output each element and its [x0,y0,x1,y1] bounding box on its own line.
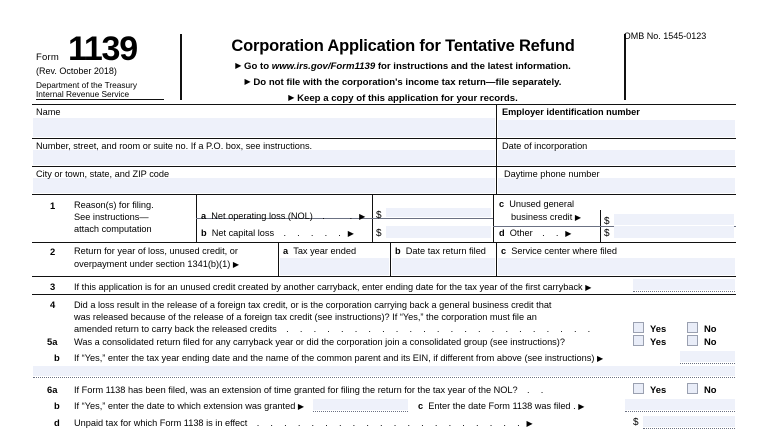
irs-url-link[interactable]: www.irs.gov/Form1139 [271,60,376,72]
instruction-line-1 [184,60,622,73]
form-header [32,30,736,104]
line-2b-label: Date tax return filed [405,246,486,256]
omb-number: OMB No. 1545-0123 [623,31,707,41]
leader-dots: . . [315,211,357,221]
street-label: Number, street, and room or suite no. If a P.O. box, see instructions. [36,141,313,151]
line-5a-no-checkbox[interactable] [687,335,698,346]
line-6a-text-wrap [74,384,548,397]
line-1a-letter: a [201,211,207,221]
instruction-1-pre: Go to [244,60,272,72]
line-2a-letter: a [283,246,289,256]
line-4-yes-label: Yes [650,323,667,334]
line-5b-underline-continued [33,377,735,378]
line-1d-amount-input[interactable] [614,226,734,238]
department-line-1: Department of the Treasury [36,80,137,90]
line-2c [501,246,617,257]
line-1b-dollar: $ [376,228,382,239]
line-2-number: 2 [50,246,56,257]
line-3-underline [633,291,735,292]
line-5b-text-wrap [74,352,603,365]
arrow-icon: ▶ [235,60,242,70]
instruction-2-text: Do not file with the corporation's income tax return—file separately. [253,76,562,88]
line-3-text-wrap [74,281,591,294]
phone-input[interactable] [498,178,735,193]
line-2c-label: Service center where filed [511,246,617,256]
leader-dots: . . [535,228,563,238]
line-1a-dollar: $ [376,210,382,221]
line-2-text-2: overpayment under section 1341(b)(1) [74,259,231,269]
arrow-icon: ▶ [574,213,581,222]
line-1-text-1: Reason(s) for filing. [74,200,154,210]
instruction-1-post: for instructions and the latest information. [375,60,571,72]
line-2c-input[interactable] [498,258,735,275]
header-divider-right [624,34,626,100]
line-4-yes-checkbox[interactable] [633,322,644,333]
line-2c-letter: c [501,246,507,256]
arrow-icon: ▶ [359,212,366,221]
department-line-2: Internal Revenue Service [36,89,130,99]
line-6c-wrap [418,400,584,413]
entity-rule-2 [32,166,736,167]
line-1-number: 1 [50,200,56,211]
line-1b-label: Net capital loss [211,228,275,238]
arrow-icon: ▶ [244,76,251,86]
city-state-zip-input[interactable] [33,178,495,193]
line-2b-letter: b [395,246,401,256]
line-1a-amount-input[interactable] [386,208,491,217]
line-4-text-3-wrap [74,323,595,336]
line-1d-dollar: $ [604,228,610,239]
line-1b [201,228,354,239]
line-2-text-2-wrap [74,259,239,270]
line-5b-input-continued[interactable] [33,366,735,376]
line-6c-underline [625,411,735,412]
line-6b-underline [313,411,408,412]
header-divider-left [180,34,182,100]
ein-input[interactable] [498,120,735,137]
line-5a-yes-label: Yes [650,336,667,347]
instruction-line-2 [184,76,622,89]
line-6d-text: Unpaid tax for which Form 1138 is in effect [74,418,248,428]
line-1c-amount-input[interactable] [614,214,734,225]
line-1-text-2: See instructions— [74,212,149,222]
line-6a-no-label: No [704,384,717,395]
arrow-icon: ▶ [288,92,295,102]
line-4-no-label: No [704,323,717,334]
line-6d-underline [643,428,735,429]
line-5a-text: Was a consolidated return filed for any carryback year or did the corporation join a consolidated group (see instructions)? [74,337,565,347]
instruction-line-3 [184,92,622,105]
line-1-text-3: attach computation [74,224,152,234]
line-5b-text: If “Yes,” enter the tax year ending date and the name of the common parent and its EIN, if different from above (see instructions) [74,353,595,363]
arrow-icon: ▶ [526,419,533,428]
name-input[interactable] [33,118,495,137]
line-6a-number: 6a [47,384,58,395]
line-5b-underline [680,363,735,364]
line-1c-label2-wrap [511,212,581,223]
line-4-text-2: was released because of the release of a foreign tax credit (see instructions)? If “Yes,” the corporation must file an [74,312,537,322]
line-6a-yes-label: Yes [650,384,667,395]
line-3-input[interactable] [633,279,735,290]
line-6c-text: Enter the date Form 1138 was filed . [428,401,576,411]
arrow-icon: ▶ [585,283,592,292]
line-5a-yes-checkbox[interactable] [633,335,644,346]
line-2a-input[interactable] [280,258,389,275]
form-title-block [184,32,622,104]
form-word-label: Form [36,52,59,63]
line-4-number: 4 [50,299,56,310]
arrow-icon: ▶ [347,229,354,238]
line-6b-text-wrap [74,400,304,413]
entity-rule-1 [32,138,736,139]
arrow-icon: ▶ [596,354,604,363]
line-1-divider-3 [493,194,494,242]
line-6a-no-checkbox[interactable] [687,383,698,394]
line-6b-input[interactable] [313,399,408,410]
line-1d [499,228,571,239]
ein-label: Employer identification number [502,107,640,117]
line-6a-text: If Form 1138 has been filed, was an extension of time granted for filing the return for the tax year of the NOL? [74,385,518,395]
city-label: City or town, state, and ZIP code [36,169,170,179]
page-title: Corporation Application for Tentative Refund [231,37,575,55]
line-5b-input[interactable] [680,351,735,362]
leader-dots: . . . . . . . . . . . . . . . . . . . . [249,418,524,428]
line-6d-number: d [54,417,60,428]
line-1a [201,211,365,222]
line-6d-dollar: $ [633,417,639,428]
line-6b-text: If “Yes,” enter the date to which extension was granted [74,401,296,411]
line-1b-amount-input[interactable] [386,226,491,238]
line-2-text-1: Return for year of loss, unused credit, or [74,246,238,256]
line-6a-yes-checkbox[interactable] [633,383,644,394]
line-1d-label: Other [509,228,533,238]
arrow-icon: ▶ [232,260,239,269]
line-3-number: 3 [50,281,56,292]
line-2-top-rule [32,242,736,243]
arrow-icon: ▶ [565,229,572,238]
line-1b-letter: b [201,228,207,238]
leader-dots: . . . . . [276,228,346,238]
leader-dots: . . . . . . . . . . . . . . . . . . . . . . . [279,324,595,334]
name-label: Name [36,107,61,117]
line-2a-label: Tax year ended [293,246,357,256]
instruction-3-text: Keep a copy of this application for your records. [297,92,518,104]
line-6b-number: b [54,400,60,411]
line-6d-text-wrap [74,417,533,430]
line-6d-amount-input[interactable] [643,416,735,427]
department-underline [36,99,164,100]
line-4-no-checkbox[interactable] [687,322,698,333]
line-2b-input[interactable] [392,258,495,275]
leader-dots: . . [520,385,548,395]
line-1c-label-1: Unused general [509,199,575,209]
line-6c-letter: c [418,401,424,411]
form-identity-block [32,32,180,100]
line-1c [499,199,574,210]
street-input[interactable] [33,150,495,165]
entity-top-rule [32,104,736,105]
form-revision-date: (Rev. October 2018) [36,66,117,76]
line-2a [283,246,356,257]
form-number: 1139 [68,30,137,68]
entity-rule-3 [32,194,736,195]
line-5a-number: 5a [47,336,58,347]
line-1c-label-2: business credit [511,212,573,222]
line-5a-no-label: No [704,336,717,347]
line-1a-label: Net operating loss (NOL) [211,211,313,221]
phone-label: Daytime phone number [504,169,600,179]
line-3-text: If this application is for an unused credit created by another carryback, enter ending date for the tax year of the first carryback [74,282,583,292]
arrow-icon: ▶ [297,402,305,411]
arrow-icon: ▶ [578,402,585,411]
line-6c-input[interactable] [625,399,735,410]
line-1c-dollar: $ [604,216,610,227]
line-1c-letter: c [499,199,505,209]
line-2b [395,246,486,257]
line-3-top-rule [32,276,736,277]
line-4-top-rule [32,294,736,295]
incorporation-date-input[interactable] [498,150,735,165]
line-1d-letter: d [499,228,505,238]
line-5b-number: b [54,352,60,363]
line-4-text-3: amended return to carry back the released credits [74,324,277,334]
incorporation-label: Date of incorporation [502,141,588,151]
line-4-text-1: Did a loss result in the release of a foreign tax credit, or is the corporation carrying back a general business credit that [74,300,552,310]
